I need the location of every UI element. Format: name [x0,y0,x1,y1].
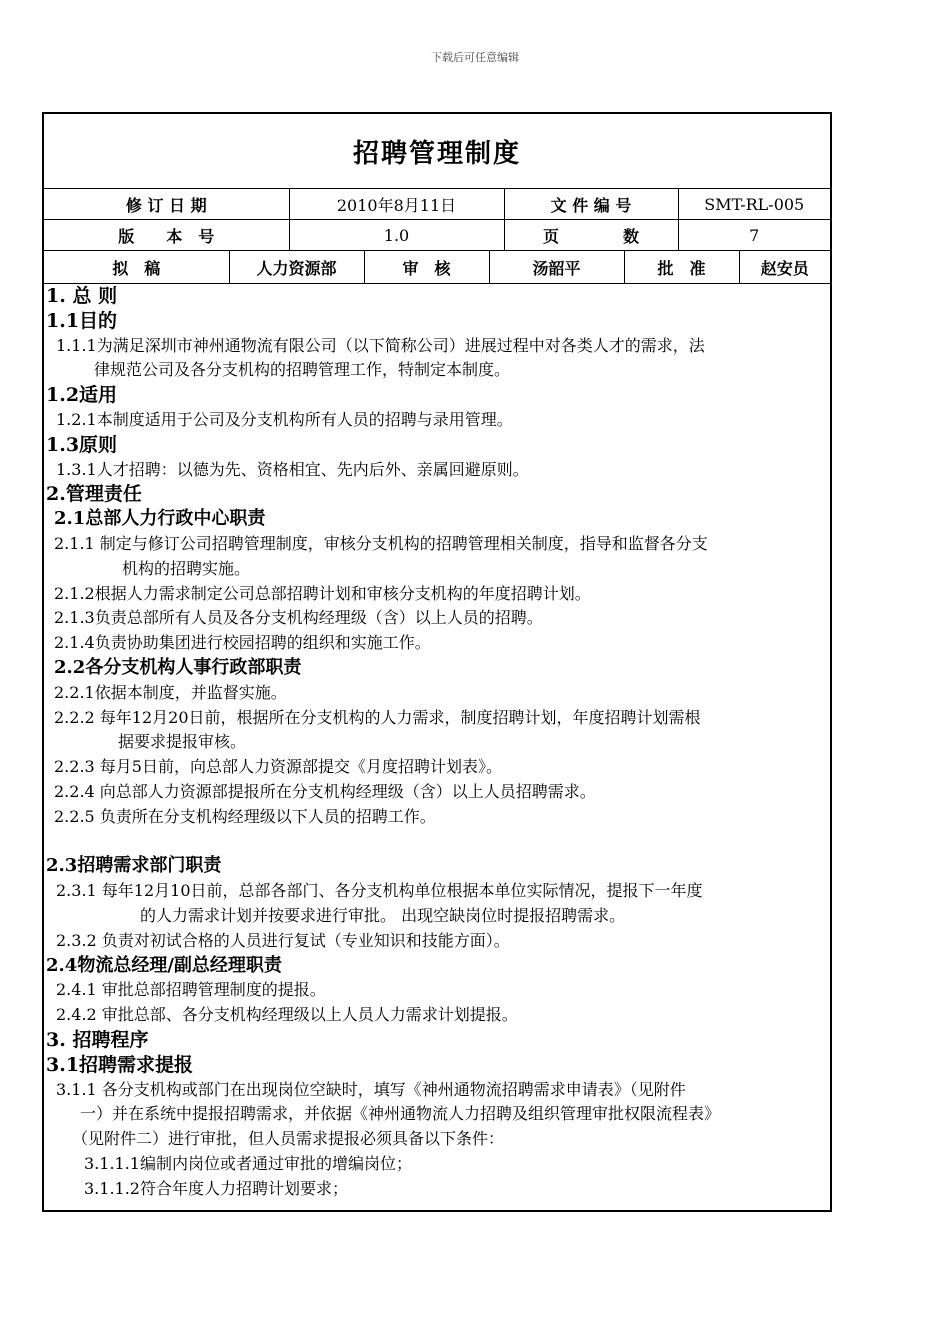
paragraph-line: 2.1.1 制定与修订公司招聘管理制度，审核分支机构的招聘管理相关制度，指导和监督各分支 [54,533,708,553]
review-value: 汤韶平 [489,251,624,284]
doc-no-label: 文 件 编 号 [504,189,678,220]
paragraph-line: 2.2.2 每年12月20日前，根据所在分支机构的人力需求，制度招聘计划，年度招聘计划需根 [54,707,701,727]
paragraph-line: 律规范公司及各分支机构的招聘管理工作，特制定本制度。 [94,360,511,380]
paragraph-line: 一）并在系统中提报招聘需求，并依据《神州通物流人力招聘及组织管理审批权限流程表》 [80,1104,721,1124]
draft-value: 人力资源部 [229,251,364,284]
paragraph-line: 的人力需求计划并按要求进行审批。 出现空缺岗位时提报招聘需求。 [140,905,626,925]
section-heading: 2.2各分支机构人事行政部职责 [54,656,302,678]
paragraph-line: 2.1.3负责总部所有人员及各分支机构经理级（含）以上人员的招聘。 [54,608,543,628]
document-body [44,284,830,1201]
document-title: 招聘管理制度 [352,138,521,169]
paragraph-line: 1.3.1人才招聘：以德为先、资格相宜、先内后外、亲属回避原则。 [56,459,529,479]
version-label: 版 本 号 [44,220,289,251]
section-heading: 2.4物流总经理/副总经理职责 [46,954,282,976]
section-heading: 1.3原则 [46,433,118,456]
paragraph-line: 据要求提报审核。 [118,732,247,752]
draft-label: 拟 稿 [44,251,229,284]
paragraph-line: 2.2.1依据本制度，并监督实施。 [54,682,287,702]
paragraph-line: 1.1.1为满足深圳市神州通物流有限公司（以下简称公司）进展过程中对各类人才的需求，法 [56,335,705,355]
pages-label: 页 数 [504,220,678,251]
blank-line [46,830,830,855]
paragraph-line: 3.1.1 各分支机构或部门在出现岗位空缺时，填写《神州通物流招聘需求申请表》（见附件 [56,1079,686,1099]
section-heading: 1.2适用 [46,384,118,407]
paragraph-line: 2.4.1 审批总部招聘管理制度的提报。 [56,980,326,1000]
paragraph-line: 2.2.4 向总部人力资源部提报所在分支机构经理级（含）以上人员招聘需求。 [54,781,596,801]
review-label: 审 核 [364,251,489,284]
paragraph-line: 机构的招聘实施。 [122,558,251,578]
approve-value: 赵安员 [760,258,809,278]
section-heading: 2.1总部人力行政中心职责 [54,508,266,530]
version-value: 1.0 [289,220,504,251]
section-heading: 1.1目的 [46,309,118,332]
paragraph-line: 2.3.2 负责对初试合格的人员进行复试（专业知识和技能方面）。 [56,930,510,950]
approve-label: 批 准 [624,251,739,284]
section-heading: 3. 招聘程序 [46,1028,149,1051]
paragraph-line: 2.3.1 每年12月10日前，总部各部门、各分支机构单位根据本单位实际情况，提报下一年度 [56,881,703,901]
paragraph-line: 1.2.1本制度适用于公司及分支机构所有人员的招聘与录用管理。 [56,409,513,429]
paragraph-line: 2.1.2根据人力需求制定公司总部招聘计划和审核分支机构的年度招聘计划。 [54,583,591,603]
paragraph-line: 3.1.1.1编制内岗位或者通过审批的增编岗位； [84,1153,412,1173]
paragraph-line: 2.1.4负责协助集团进行校园招聘的组织和实施工作。 [54,633,431,653]
meta-table-row2 [44,251,830,284]
title-row [44,114,830,189]
pages-value: 7 [678,220,830,251]
watermark-text: 下载后可任意编辑 [431,51,519,64]
paragraph-line: （见附件二）进行审批，但人员需求提报必须具备以下条件： [72,1129,505,1149]
paragraph-line: 3.1.1.2符合年度人力招聘计划要求； [84,1178,348,1198]
section-heading: 1. 总 则 [46,285,118,307]
section-heading: 2.管理责任 [46,483,142,506]
section-heading: 3.1招聘需求提报 [46,1053,194,1076]
paragraph-line: 2.2.3 每月5日前，向总部人力资源部提交《月度招聘计划表》。 [54,757,502,777]
paragraph-line: 2.2.5 负责所在分支机构经理级以下人员的招聘工作。 [54,806,436,826]
document-frame [42,112,832,1212]
meta-table-row1 [44,189,830,251]
revise-date-label: 修 订 日 期 [44,189,289,220]
revise-date-value: 2010年8月11日 [289,189,504,220]
paragraph-line: 2.4.2 审批总部、各分支机构经理级以上人员人力需求计划提报。 [56,1005,518,1025]
doc-no-value: SMT-RL-005 [678,189,830,220]
section-heading: 2.3招聘需求部门职责 [46,855,222,877]
